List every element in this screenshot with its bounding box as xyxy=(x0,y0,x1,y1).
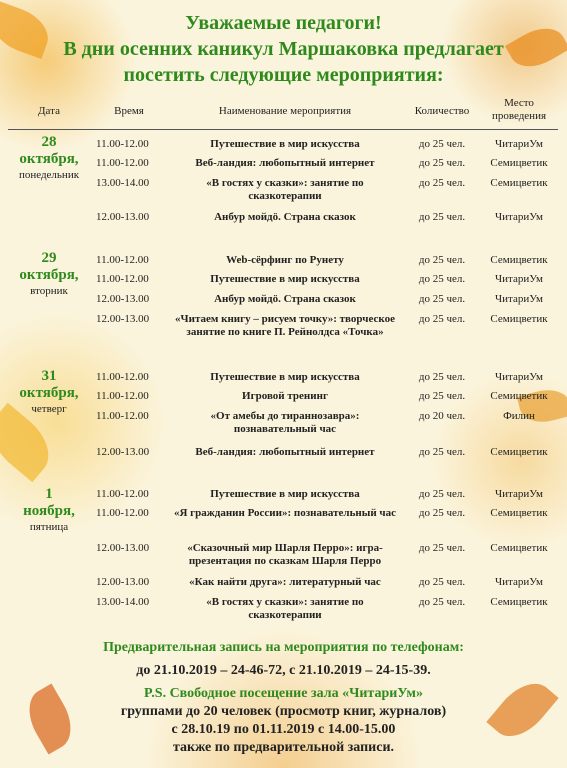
event-name: Игровой тренинг xyxy=(242,390,328,402)
day-day: 28 xyxy=(41,134,57,150)
day-label xyxy=(8,250,90,298)
event-capacity: до 25 чел. xyxy=(418,138,466,150)
header-time: Время xyxy=(114,105,144,117)
event-name: Путешествие в мир искусства xyxy=(210,371,360,383)
title-line-3: посетить следующие мероприятия: xyxy=(123,64,444,86)
event-name: «Читаем книгу – рисуем точку»: творческое занятие по книге П. Рейнолдса «Точка» xyxy=(175,313,395,338)
footer-line-5: с 28.10.19 по 01.11.2019 с 14.00-15.00 xyxy=(171,722,396,737)
event-capacity: до 20 чел. xyxy=(418,410,466,422)
event-name: Путешествие в мир искусства xyxy=(210,488,360,500)
event-name: «Как найти друга»: литературный час xyxy=(189,576,381,588)
day-day: 29 xyxy=(41,250,57,266)
event-place: ЧитариУм xyxy=(494,138,544,150)
event-capacity: до 25 чел. xyxy=(418,371,466,383)
event-time: 12.00-13.00 xyxy=(96,542,150,554)
event-capacity: до 25 чел. xyxy=(418,313,466,325)
event-name: Веб-ландия: любопытный интернет xyxy=(195,157,375,169)
event-name: Анбур мойдӧ. Страна сказок xyxy=(214,293,356,305)
event-time: 12.00-13.00 xyxy=(96,211,150,223)
event-time: 11.00-12.00 xyxy=(96,507,149,519)
footer-line-1: Предварительная запись на мероприятия по телефонам: xyxy=(103,640,464,655)
event-time: 11.00-12.00 xyxy=(96,410,149,422)
footer-line-2: до 21.10.2019 – 24-46-72, с 21.10.2019 – 24-15-39. xyxy=(136,663,431,678)
footer-line-3: P.S. Свободное посещение зала «ЧитариУм» xyxy=(144,686,423,701)
event-place: ЧитариУм xyxy=(494,293,544,305)
header-place-line-2: проведения xyxy=(491,110,547,122)
event-place: ЧитариУм xyxy=(494,211,544,223)
event-capacity: до 25 чел. xyxy=(418,507,466,519)
event-time: 11.00-12.00 xyxy=(96,157,149,169)
event-place: Семицветик xyxy=(490,254,548,266)
event-time: 13.00-14.00 xyxy=(96,596,150,608)
event-capacity: до 25 чел. xyxy=(418,293,466,305)
day-month: октября, xyxy=(19,151,79,167)
event-place: ЧитариУм xyxy=(494,576,544,588)
event-capacity: до 25 чел. xyxy=(418,273,466,285)
event-time: 11.00-12.00 xyxy=(96,390,149,402)
day-weekday: вторник xyxy=(30,285,68,297)
event-time: 11.00-12.00 xyxy=(96,138,149,150)
event-place: ЧитариУм xyxy=(494,488,544,500)
day-day: 1 xyxy=(45,486,53,502)
day-month: октября, xyxy=(19,385,79,401)
day-month: ноября, xyxy=(23,503,75,519)
event-time: 12.00-13.00 xyxy=(96,313,150,325)
footer-line-6: также по предварительной записи. xyxy=(172,740,395,755)
day-label xyxy=(8,368,90,416)
event-name: Анбур мойдӧ. Страна сказок xyxy=(214,211,356,223)
event-time: 13.00-14.00 xyxy=(96,177,150,189)
event-name: Путешествие в мир искусства xyxy=(210,273,360,285)
event-capacity: до 25 чел. xyxy=(418,596,466,608)
event-name: Веб-ландия: любопытный интернет xyxy=(195,446,375,458)
event-time: 12.00-13.00 xyxy=(96,446,150,458)
event-capacity: до 25 чел. xyxy=(418,177,466,189)
event-capacity: до 25 чел. xyxy=(418,157,466,169)
event-place: Семицветик xyxy=(490,507,548,519)
event-place: Семицветик xyxy=(490,313,548,325)
event-place: Семицветик xyxy=(490,157,548,169)
event-time: 11.00-12.00 xyxy=(96,371,149,383)
event-time: 12.00-13.00 xyxy=(96,293,150,305)
event-name: Путешествие в мир искусства xyxy=(210,138,360,150)
event-name: «Я гражданин России»: познавательный час xyxy=(173,507,397,519)
event-capacity: до 25 чел. xyxy=(418,542,466,554)
header-place-line-1: Место xyxy=(504,97,534,109)
event-place: ЧитариУм xyxy=(494,273,544,285)
event-name: «Сказочный мир Шарля Перро»: игра-презентация по сказкам Шарля Перро xyxy=(187,542,383,567)
header-place xyxy=(480,97,558,123)
event-capacity: до 25 чел. xyxy=(418,446,466,458)
day-weekday: четверг xyxy=(31,403,67,415)
event-place: Семицветик xyxy=(490,596,548,608)
title-line-2: В дни осенних каникул Маршаковка предлагает xyxy=(63,38,504,60)
header-date: Дата xyxy=(38,105,60,117)
event-time: 11.00-12.00 xyxy=(96,273,149,285)
day-month: октября, xyxy=(19,267,79,283)
day-day: 31 xyxy=(41,368,57,384)
footer-line-4: группами до 20 человек (просмотр книг, журналов) xyxy=(120,704,447,719)
event-name: «От амебы до тираннозавра»: познавательный час xyxy=(210,410,360,435)
event-time: 11.00-12.00 xyxy=(96,254,149,266)
event-time: 12.00-13.00 xyxy=(96,576,150,588)
day-weekday: пятница xyxy=(29,521,69,533)
event-time: 11.00-12.00 xyxy=(96,488,149,500)
event-capacity: до 25 чел. xyxy=(418,488,466,500)
event-capacity: до 25 чел. xyxy=(418,254,466,266)
header-divider xyxy=(8,129,558,130)
title-line-1: Уважаемые педагоги! xyxy=(185,12,382,34)
day-label xyxy=(8,486,90,534)
event-place: ЧитариУм xyxy=(494,371,544,383)
header-qty: Количество xyxy=(414,105,470,117)
header-name: Наименование мероприятия xyxy=(218,105,352,117)
event-capacity: до 25 чел. xyxy=(418,390,466,402)
event-place: Филин xyxy=(503,410,535,422)
event-place: Семицветик xyxy=(490,542,548,554)
event-capacity: до 25 чел. xyxy=(418,211,466,223)
event-name: «В гостях у сказки»: занятие по сказкотерапии xyxy=(206,177,364,202)
event-place: Семицветик xyxy=(490,177,548,189)
day-weekday: понедельник xyxy=(18,169,80,181)
event-place: Семицветик xyxy=(490,446,548,458)
event-name: «В гостях у сказки»: занятие по сказкотерапии xyxy=(206,596,364,621)
event-name: Web-сёрфинг по Рунету xyxy=(226,254,344,266)
day-label xyxy=(8,134,90,182)
event-capacity: до 25 чел. xyxy=(418,576,466,588)
event-place: Семицветик xyxy=(490,390,548,402)
